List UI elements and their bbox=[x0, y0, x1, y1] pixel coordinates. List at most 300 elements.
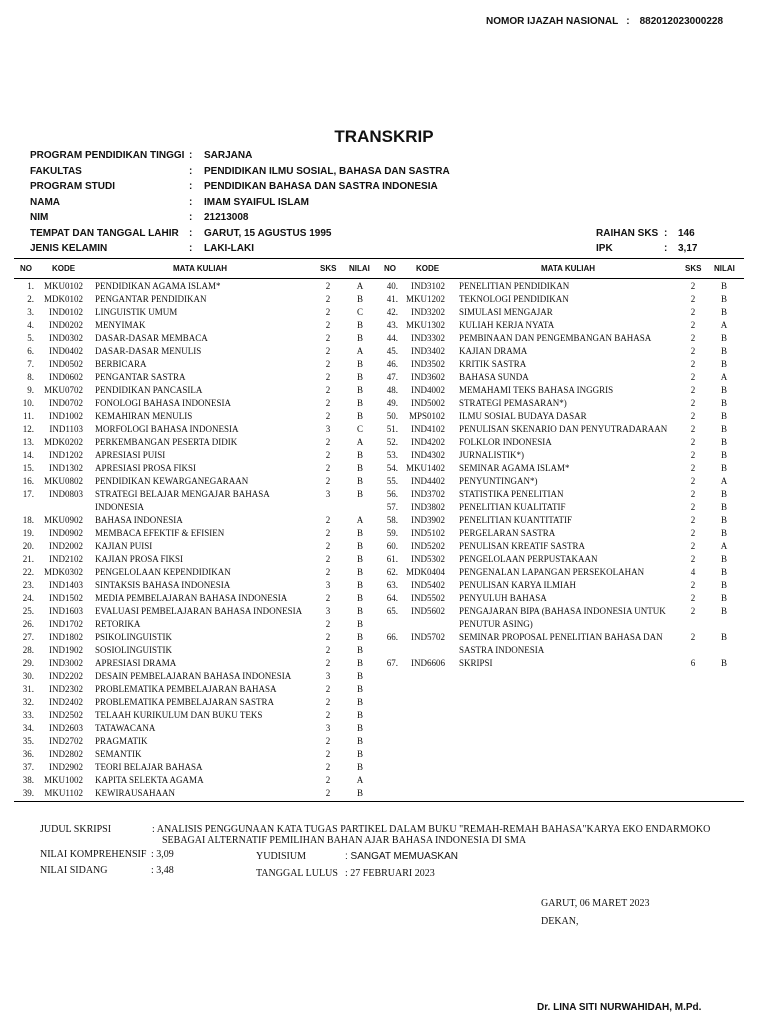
course-code: MDK0404 bbox=[405, 567, 445, 577]
course-code: IND3602 bbox=[411, 372, 445, 382]
course-grade: B bbox=[356, 489, 363, 499]
course-code: IND6606 bbox=[411, 658, 445, 668]
header-sks-right: SKS bbox=[685, 264, 702, 273]
course-name: PROBLEMATIKA PEMBELAJARAN BAHASA bbox=[95, 684, 277, 694]
course-name: SEMINAR PROPOSAL PENELITIAN BAHASA DAN SASTRA INDONESIA bbox=[459, 632, 663, 655]
course-no: 3. bbox=[27, 307, 34, 317]
course-no: 37. bbox=[22, 762, 34, 772]
table-top-rule bbox=[14, 258, 744, 259]
course-no: 50. bbox=[386, 411, 398, 421]
raihan-sks-label: RAIHAN SKS bbox=[596, 228, 659, 239]
course-code: IND2402 bbox=[49, 697, 83, 707]
course-grade: B bbox=[720, 398, 727, 408]
course-grade: B bbox=[720, 580, 727, 590]
course-grade: B bbox=[720, 294, 727, 304]
course-sks: 2 bbox=[325, 645, 331, 655]
course-name: STRATEGI PEMASARAN*) bbox=[459, 398, 567, 408]
info-label: PROGRAM STUDI bbox=[30, 181, 115, 192]
course-code: IND4402 bbox=[411, 476, 445, 486]
course-grade: B bbox=[356, 632, 363, 642]
course-grade: A bbox=[720, 476, 728, 486]
course-name: PENELITIAN KUANTITATIF bbox=[459, 515, 573, 525]
course-sks: 2 bbox=[690, 411, 696, 421]
course-name: APRESIASI DRAMA bbox=[95, 658, 177, 668]
course-grade: B bbox=[356, 645, 363, 655]
course-grade: B bbox=[356, 684, 363, 694]
course-sks: 2 bbox=[325, 528, 331, 538]
course-code: MDK0102 bbox=[43, 294, 83, 304]
course-code: IND3702 bbox=[411, 489, 445, 499]
course-name: PEMBINAAN DAN PENGEMBANGAN BAHASA bbox=[459, 333, 652, 343]
course-grade: B bbox=[356, 697, 363, 707]
course-code: IND1202 bbox=[49, 450, 83, 460]
course-code: IND4302 bbox=[411, 450, 445, 460]
course-code: IND2502 bbox=[49, 710, 83, 720]
header-nilai-left: NILAI bbox=[349, 264, 370, 273]
ipk-label: IPK bbox=[596, 243, 613, 254]
course-name: SKRIPSI bbox=[459, 658, 493, 668]
course-code: IND0902 bbox=[49, 528, 83, 538]
course-code: IND4202 bbox=[411, 437, 445, 447]
course-sks: 2 bbox=[690, 580, 696, 590]
course-no: 59. bbox=[386, 528, 398, 538]
course-name: PERKEMBANGAN PESERTA DIDIK bbox=[95, 437, 238, 447]
course-grade: C bbox=[356, 307, 363, 317]
info-value: PENDIDIKAN ILMU SOSIAL, BAHASA DAN SASTRA bbox=[204, 166, 450, 177]
course-sks: 2 bbox=[325, 567, 331, 577]
course-grade: B bbox=[356, 710, 363, 720]
course-grade: B bbox=[720, 606, 727, 616]
course-no: 48. bbox=[386, 385, 398, 395]
course-code: IND1902 bbox=[49, 645, 83, 655]
course-code: IND3202 bbox=[411, 307, 445, 317]
course-no: 47. bbox=[386, 372, 398, 382]
course-grade: B bbox=[356, 658, 363, 668]
info-label: NAMA bbox=[30, 197, 60, 208]
course-no: 4. bbox=[27, 320, 34, 330]
course-grade: B bbox=[356, 567, 363, 577]
judul-skripsi-label: JUDUL SKRIPSI bbox=[40, 824, 112, 835]
course-name: PSIKOLINGUISTIK bbox=[95, 632, 172, 642]
course-no: 34. bbox=[22, 723, 34, 733]
course-no: 21. bbox=[22, 554, 34, 564]
course-grade: B bbox=[356, 593, 363, 603]
course-code: IND0102 bbox=[49, 307, 83, 317]
course-grade: B bbox=[720, 554, 727, 564]
course-sks: 2 bbox=[690, 320, 696, 330]
tanggal-lulus-value: : 27 FEBRUARI 2023 bbox=[345, 868, 435, 879]
course-name: MORFOLOGI BAHASA INDONESIA bbox=[95, 424, 239, 434]
course-sks: 2 bbox=[325, 372, 331, 382]
info-value: SARJANA bbox=[204, 150, 253, 161]
course-name: DESAIN PEMBELAJARAN BAHASA INDONESIA bbox=[95, 671, 292, 681]
course-name: PENGELOLAAN KEPENDIDIKAN bbox=[95, 567, 231, 577]
course-name: BAHASA SUNDA bbox=[459, 372, 529, 382]
info-colon: : bbox=[189, 228, 193, 239]
course-no: 44. bbox=[386, 333, 398, 343]
course-code: IND1802 bbox=[49, 632, 83, 642]
course-no: 51. bbox=[386, 424, 398, 434]
course-sks: 2 bbox=[325, 697, 331, 707]
course-no: 14. bbox=[22, 450, 34, 460]
course-name: PROBLEMATIKA PEMBELAJARAN SASTRA bbox=[95, 697, 275, 707]
course-grade: B bbox=[720, 424, 727, 434]
course-grade: B bbox=[356, 450, 363, 460]
course-no: 26. bbox=[22, 619, 34, 629]
course-grade: B bbox=[356, 671, 363, 681]
course-sks: 2 bbox=[690, 359, 696, 369]
raihan-sks-value: 146 bbox=[678, 228, 695, 239]
course-name: MEMAHAMI TEKS BAHASA INGGRIS bbox=[459, 385, 614, 395]
course-sks: 2 bbox=[325, 450, 331, 460]
course-name: PENYULUH BAHASA bbox=[459, 593, 547, 603]
course-no: 31. bbox=[22, 684, 34, 694]
info-colon: : bbox=[189, 243, 193, 254]
course-no: 64. bbox=[386, 593, 398, 603]
course-sks: 2 bbox=[690, 476, 696, 486]
course-grade: B bbox=[720, 281, 727, 291]
course-name: KAJIAN PUISI bbox=[95, 541, 153, 551]
course-grade: A bbox=[720, 320, 728, 330]
course-sks: 2 bbox=[325, 736, 331, 746]
course-no: 36. bbox=[22, 749, 34, 759]
course-no: 10. bbox=[22, 398, 34, 408]
course-no: 52. bbox=[386, 437, 398, 447]
course-grade: B bbox=[720, 463, 727, 473]
course-grade: B bbox=[356, 580, 363, 590]
info-colon: : bbox=[189, 150, 193, 161]
course-name: PENYUNTINGAN*) bbox=[459, 476, 538, 486]
page-title: TRANSKRIP bbox=[334, 127, 434, 146]
course-sks: 2 bbox=[325, 619, 331, 629]
course-name: KAJIAN PROSA FIKSI bbox=[95, 554, 184, 564]
course-grade: B bbox=[720, 658, 727, 668]
course-code: IND2802 bbox=[49, 749, 83, 759]
course-name: SINTAKSIS BAHASA INDONESIA bbox=[95, 580, 231, 590]
course-name: KAPITA SELEKTA AGAMA bbox=[95, 775, 204, 785]
course-sks: 2 bbox=[325, 333, 331, 343]
course-name: SIMULASI MENGAJAR bbox=[459, 307, 553, 317]
course-no: 38. bbox=[22, 775, 34, 785]
course-no: 27. bbox=[22, 632, 34, 642]
course-sks: 2 bbox=[325, 281, 331, 291]
course-code: IND2603 bbox=[49, 723, 83, 733]
course-name: MEMBACA EFEKTIF & EFISIEN bbox=[95, 528, 225, 538]
course-no: 6. bbox=[27, 346, 34, 356]
course-name: PENELITIAN PENDIDIKAN bbox=[459, 281, 570, 291]
course-sks: 2 bbox=[690, 593, 696, 603]
course-sks: 2 bbox=[325, 294, 331, 304]
course-no: 62. bbox=[386, 567, 398, 577]
course-code: IND0202 bbox=[49, 320, 83, 330]
course-sks: 3 bbox=[325, 671, 331, 681]
course-grade: B bbox=[356, 528, 363, 538]
course-code: IND1403 bbox=[49, 580, 83, 590]
course-no: 46. bbox=[386, 359, 398, 369]
course-sks: 2 bbox=[690, 632, 696, 642]
course-name: PENGELOLAAN PERPUSTAKAAN bbox=[459, 554, 598, 564]
course-name: PENGANTAR PENDIDIKAN bbox=[95, 294, 207, 304]
nilai-komprehensif-label: NILAI KOMPREHENSIF bbox=[40, 849, 147, 860]
course-grade: B bbox=[720, 515, 727, 525]
course-grade: B bbox=[356, 398, 363, 408]
course-grade: A bbox=[356, 775, 364, 785]
course-code: IND0702 bbox=[49, 398, 83, 408]
course-no: 43. bbox=[386, 320, 398, 330]
course-no: 41. bbox=[386, 294, 398, 304]
course-grade: B bbox=[720, 502, 727, 512]
course-no: 19. bbox=[22, 528, 34, 538]
nomor-ijazah-label: NOMOR IJAZAH NASIONAL bbox=[486, 16, 619, 27]
nomor-ijazah-value: 882012023000228 bbox=[639, 16, 724, 27]
course-code: IND3102 bbox=[411, 281, 445, 291]
header-sks-left: SKS bbox=[320, 264, 337, 273]
judul-skripsi-value: : ANALISIS PENGGUNAAN KATA TUGAS PARTIKEL DALAM BUKU "REMAH-REMAH BAHASA"KARYA EKO ENDARMOKO bbox=[152, 824, 711, 835]
course-code: IND2702 bbox=[49, 736, 83, 746]
course-grade: B bbox=[720, 385, 727, 395]
course-code: IND5402 bbox=[411, 580, 445, 590]
course-no: 42. bbox=[386, 307, 398, 317]
course-no: 40. bbox=[386, 281, 398, 291]
course-sks: 2 bbox=[325, 684, 331, 694]
info-label: NIM bbox=[30, 212, 49, 223]
course-no: 7. bbox=[27, 359, 34, 369]
course-name: MENYIMAK bbox=[95, 320, 146, 330]
course-no: 55. bbox=[386, 476, 398, 486]
header-mk-left: MATA KULIAH bbox=[172, 264, 228, 273]
course-code: IND3302 bbox=[411, 333, 445, 343]
info-label: PROGRAM PENDIDIKAN TINGGI bbox=[30, 150, 185, 161]
course-code: IND3902 bbox=[411, 515, 445, 525]
course-no: 17. bbox=[22, 489, 34, 499]
course-no: 8. bbox=[27, 372, 34, 382]
course-name: TATAWACANA bbox=[95, 723, 156, 733]
course-grade: B bbox=[720, 359, 727, 369]
course-name: PENDIDIKAN AGAMA ISLAM* bbox=[95, 281, 221, 291]
info-colon: : bbox=[664, 243, 668, 254]
info-value: IMAM SYAIFUL ISLAM bbox=[204, 197, 310, 208]
course-name: KEMAHIRAN MENULIS bbox=[95, 411, 193, 421]
course-name: KULIAH KERJA NYATA bbox=[459, 320, 555, 330]
info-value: 21213008 bbox=[204, 212, 249, 223]
course-sks: 6 bbox=[690, 658, 696, 668]
course-sks: 2 bbox=[690, 281, 696, 291]
course-name: ILMU SOSIAL BUDAYA DASAR bbox=[459, 411, 587, 421]
course-grade: B bbox=[356, 619, 363, 629]
course-grade: B bbox=[356, 359, 363, 369]
course-sks: 2 bbox=[325, 463, 331, 473]
course-no: 65. bbox=[386, 606, 398, 616]
course-no: 29. bbox=[22, 658, 34, 668]
course-no: 39. bbox=[22, 788, 34, 798]
dekan-title: DEKAN, bbox=[541, 916, 579, 927]
course-code: IND0803 bbox=[49, 489, 83, 499]
course-grade: B bbox=[720, 411, 727, 421]
course-grade: B bbox=[720, 450, 727, 460]
course-code: IND1302 bbox=[49, 463, 83, 473]
course-no: 61. bbox=[386, 554, 398, 564]
nilai-komprehensif-value: : 3,09 bbox=[151, 849, 174, 860]
header-kode-right: KODE bbox=[416, 264, 440, 273]
course-sks: 2 bbox=[325, 385, 331, 395]
header-no-left: NO bbox=[20, 264, 32, 273]
course-sks: 2 bbox=[690, 463, 696, 473]
course-name: PENGANTAR SASTRA bbox=[95, 372, 186, 382]
course-no: 63. bbox=[386, 580, 398, 590]
course-sks: 2 bbox=[690, 385, 696, 395]
course-no: 45. bbox=[386, 346, 398, 356]
course-sks: 3 bbox=[325, 606, 331, 616]
course-grade: B bbox=[356, 294, 363, 304]
course-name: FOLKLOR INDONESIA bbox=[459, 437, 552, 447]
course-grade: B bbox=[356, 320, 363, 330]
course-code: IND5102 bbox=[411, 528, 445, 538]
course-no: 33. bbox=[22, 710, 34, 720]
course-name: JURNALISTIK*) bbox=[459, 450, 524, 460]
course-sks: 2 bbox=[690, 528, 696, 538]
course-sks: 2 bbox=[690, 333, 696, 343]
course-code: IND4002 bbox=[411, 385, 445, 395]
course-name: PENGENALAN LAPANGAN PERSEKOLAHAN bbox=[459, 567, 645, 577]
header-kode-left: KODE bbox=[52, 264, 76, 273]
info-colon: : bbox=[189, 212, 193, 223]
course-code: MDK0202 bbox=[43, 437, 83, 447]
course-sks: 2 bbox=[325, 710, 331, 720]
info-value: LAKI-LAKI bbox=[204, 243, 254, 254]
info-colon: : bbox=[189, 197, 193, 208]
course-grade: A bbox=[356, 346, 364, 356]
course-code: IND0502 bbox=[49, 359, 83, 369]
course-sks: 2 bbox=[690, 437, 696, 447]
course-name: SEMANTIK bbox=[95, 749, 142, 759]
table-bottom-rule bbox=[14, 801, 744, 802]
course-code: MKU1402 bbox=[405, 463, 445, 473]
nilai-sidang-value: : 3,48 bbox=[151, 865, 174, 876]
course-name: DASAR-DASAR MEMBACA bbox=[95, 333, 208, 343]
course-grade: B bbox=[356, 788, 363, 798]
course-grade: A bbox=[356, 281, 364, 291]
course-sks: 2 bbox=[690, 515, 696, 525]
yudisium-value: : SANGAT MEMUASKAN bbox=[345, 851, 458, 862]
header-nilai-right: NILAI bbox=[714, 264, 735, 273]
table-header-rule bbox=[14, 278, 744, 279]
course-grade: B bbox=[720, 528, 727, 538]
course-name: SEMINAR AGAMA ISLAM* bbox=[459, 463, 570, 473]
course-no: 35. bbox=[22, 736, 34, 746]
course-name: APRESIASI PUISI bbox=[95, 450, 166, 460]
course-no: 16. bbox=[22, 476, 34, 486]
course-name: PENELITIAN KUALITATIF bbox=[459, 502, 566, 512]
course-code: IND3402 bbox=[411, 346, 445, 356]
course-sks: 3 bbox=[325, 723, 331, 733]
judul-skripsi-value-line2: SEBAGAI ALTERNATIF PEMILIHAN BAHAN AJAR BAHASA INDONESIA DI SMA bbox=[162, 835, 527, 846]
info-value: GARUT, 15 AGUSTUS 1995 bbox=[204, 228, 332, 239]
dekan-signatory: Dr. LINA SITI NURWAHIDAH, M.Pd. bbox=[537, 1002, 702, 1013]
course-code: IND2002 bbox=[49, 541, 83, 551]
course-sks: 2 bbox=[690, 307, 696, 317]
course-sks: 3 bbox=[325, 580, 331, 590]
course-code: MKU0902 bbox=[43, 515, 83, 525]
course-code: IND5002 bbox=[411, 398, 445, 408]
course-name: MEDIA PEMBELAJARAN BAHASA INDONESIA bbox=[95, 593, 288, 603]
course-code: IND3502 bbox=[411, 359, 445, 369]
course-no: 53. bbox=[386, 450, 398, 460]
course-code: IND2202 bbox=[49, 671, 83, 681]
course-code: IND0402 bbox=[49, 346, 83, 356]
course-grade: B bbox=[356, 476, 363, 486]
course-sks: 2 bbox=[325, 307, 331, 317]
course-name: EVALUASI PEMBELAJARAN BAHASA INDONESIA bbox=[95, 606, 303, 616]
course-no: 32. bbox=[22, 697, 34, 707]
course-code: IND2102 bbox=[49, 554, 83, 564]
info-colon: : bbox=[664, 228, 668, 239]
course-name: PENULISAN KREATIF SASTRA bbox=[459, 541, 586, 551]
course-sks: 2 bbox=[325, 476, 331, 486]
course-sks: 2 bbox=[690, 372, 696, 382]
course-name: PENULISAN SKENARIO DAN PENYUTRADARAAN bbox=[459, 424, 668, 434]
course-code: MKU1102 bbox=[44, 788, 83, 798]
course-grade: B bbox=[720, 632, 727, 642]
nomor-ijazah-sep: : bbox=[626, 16, 630, 27]
course-no: 23. bbox=[22, 580, 34, 590]
course-code: IND4102 bbox=[411, 424, 445, 434]
course-no: 58. bbox=[386, 515, 398, 525]
course-grade: B bbox=[356, 736, 363, 746]
course-sks: 2 bbox=[690, 554, 696, 564]
course-sks: 2 bbox=[325, 593, 331, 603]
course-sks: 2 bbox=[325, 359, 331, 369]
course-no: 12. bbox=[22, 424, 34, 434]
course-no: 2. bbox=[27, 294, 34, 304]
course-sks: 2 bbox=[325, 749, 331, 759]
course-sks: 2 bbox=[325, 632, 331, 642]
course-no: 67. bbox=[386, 658, 398, 668]
course-name: PERGELARAN SASTRA bbox=[459, 528, 556, 538]
course-code: IND1002 bbox=[49, 411, 83, 421]
course-sks: 2 bbox=[325, 515, 331, 525]
course-grade: A bbox=[720, 372, 728, 382]
course-name: PENDIDIKAN KEWARGANEGARAAN bbox=[95, 476, 249, 486]
course-grade: B bbox=[356, 541, 363, 551]
course-code: IND3002 bbox=[49, 658, 83, 668]
course-name: PENDIDIKAN PANCASILA bbox=[95, 385, 203, 395]
course-name: PRAGMATIK bbox=[95, 736, 148, 746]
header-mk-right: MATA KULIAH bbox=[540, 264, 596, 273]
course-grade: A bbox=[720, 541, 728, 551]
info-label: JENIS KELAMIN bbox=[30, 243, 108, 254]
course-name: TEORI BELAJAR BAHASA bbox=[95, 762, 203, 772]
course-sks: 2 bbox=[325, 398, 331, 408]
course-sks: 2 bbox=[690, 346, 696, 356]
course-name: PENULISAN KARYA ILMIAH bbox=[459, 580, 577, 590]
course-code: IND3802 bbox=[411, 502, 445, 512]
course-grade: B bbox=[720, 489, 727, 499]
course-code: MPS0102 bbox=[408, 411, 445, 421]
course-grade: A bbox=[356, 515, 364, 525]
course-sks: 3 bbox=[325, 424, 331, 434]
course-name: KEWIRAUSAHAAN bbox=[95, 788, 175, 798]
course-name: BAHASA INDONESIA bbox=[95, 515, 183, 525]
course-name: KRITIK SASTRA bbox=[459, 359, 527, 369]
course-sks: 2 bbox=[690, 489, 696, 499]
course-sks: 2 bbox=[690, 450, 696, 460]
course-name: TELAAH KURIKULUM DAN BUKU TEKS bbox=[95, 710, 263, 720]
info-value: PENDIDIKAN BAHASA DAN SASTRA INDONESIA bbox=[204, 181, 438, 192]
course-grade: B bbox=[720, 593, 727, 603]
course-sks: 2 bbox=[690, 294, 696, 304]
course-name: STRATEGI BELAJAR MENGAJAR BAHASA INDONESIA bbox=[95, 489, 270, 512]
course-code: IND1603 bbox=[49, 606, 83, 616]
